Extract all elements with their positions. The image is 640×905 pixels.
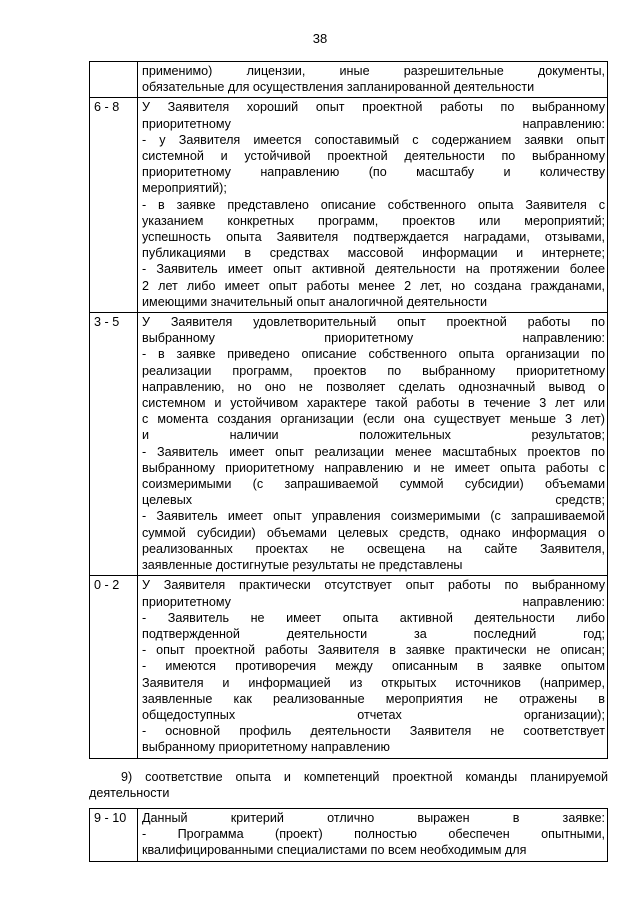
description-line: квалифицированными специалистами по всем необходимым для — [142, 843, 527, 858]
description-line: - Заявитель имеет опыт реализации менее масштабных проектов по — [142, 444, 605, 459]
criteria-description — [138, 576, 608, 758]
score-range: 3 - 5 — [90, 313, 138, 576]
description-line: общедоступных отчетах организации); — [142, 707, 605, 722]
description-line: - в заявке представлено описание собственного опыта Заявителя с — [142, 197, 605, 212]
criteria-description — [138, 62, 608, 98]
description-line: приоритетному направлению (по масштабу и количеству — [142, 165, 605, 180]
description-line: - основной профиль деятельности Заявителя не соответствует — [142, 724, 605, 739]
criteria-row — [90, 313, 608, 576]
description-line: целевых средств; — [142, 493, 605, 508]
description-line: - у Заявителя имеется сопоставимый с содержанием заявки опыт — [142, 132, 605, 147]
score-range: 0 - 2 — [90, 576, 138, 758]
description-line: - в заявке приведено описание собственного опыта организации по — [142, 347, 605, 362]
description-line: - Программа (проект) полностью обеспечен опытными, — [142, 827, 605, 842]
criteria-table — [89, 61, 608, 759]
description-line: реализации программ, проектов по выбранному приоритетному — [142, 363, 605, 378]
paragraph-line: 9) соответствие опыта и компетенций проектной команды планируемой — [121, 770, 608, 784]
description-line: подтвержденной деятельности за последний год; — [142, 626, 605, 641]
description-line: суммой субсидии) объемами целевых средств, однако информация о — [142, 525, 605, 540]
criteria-row — [90, 98, 608, 313]
description-line: направлению, но оно не позволяет сделать однозначный вывод о — [142, 379, 605, 394]
description-line: системном и устойчивом характере такой работы в течение 3 лет или — [142, 396, 605, 411]
description-line: и наличии положительных результатов; — [142, 428, 605, 443]
description-line: - имеются противоречия между описанным в заявке опытом — [142, 659, 605, 674]
description-line: обязательные для осуществления запланированной деятельности — [142, 80, 535, 95]
score-range: 6 - 8 — [90, 98, 138, 313]
description-line: успешность опыта Заявителя подтверждается наградами, отзывами, — [142, 230, 605, 245]
criteria-table-9 — [89, 808, 608, 862]
description-line: заявленные как реализованные мероприятия не отражены в — [142, 691, 605, 706]
criteria-description — [138, 809, 608, 862]
criteria-description — [138, 313, 608, 576]
description-line: применимо) лицензии, иные разрешительные документы, — [142, 64, 605, 78]
description-line: У Заявителя удовлетворительный опыт проектной работы по — [142, 315, 605, 330]
description-line: У Заявителя практически отсутствует опыт работы по выбранному — [142, 578, 605, 593]
description-line: имеющими значительный опыт аналогичной деятельности — [142, 294, 488, 309]
description-line: - опыт проектной работы Заявителя в заявке практически не описан; — [142, 643, 605, 658]
criteria-table-9-body — [90, 809, 608, 862]
description-line: Заявителя и информацией из открытых источников (например, — [142, 675, 605, 690]
description-line: выбранному приоритетному направлению: — [142, 331, 605, 346]
description-line: заявленные достигнутые результаты не представлены — [142, 558, 463, 573]
description-line: указанием конкретных программ, проектов или мероприятий; — [142, 213, 605, 228]
description-line: соизмеримыми (с запрашиваемой суммой субсидии) объемами — [142, 477, 605, 492]
description-line: мероприятий); — [142, 181, 227, 196]
description-line: У Заявителя хороший опыт проектной работы по выбранному — [142, 100, 605, 115]
criteria-row — [90, 62, 608, 98]
criteria-table-body — [90, 62, 608, 759]
description-line: - Заявитель не имеет опыта активной деятельности либо — [142, 610, 605, 625]
description-line: приоритетному направлению: — [142, 116, 605, 131]
paragraph-line: деятельности — [89, 786, 170, 801]
description-line: 2 лет либо имеет опыт работы менее 2 лет, но создана гражданами, — [142, 278, 605, 293]
page-number: 38 — [312, 31, 328, 46]
criterion-9-heading — [89, 769, 608, 802]
criteria-row — [90, 576, 608, 758]
description-line: выбранному приоритетному направлению и не имеет опыта работы с — [142, 460, 605, 475]
criteria-row — [90, 809, 608, 862]
description-line: Данный критерий отлично выражен в заявке: — [142, 811, 605, 825]
criteria-description — [138, 98, 608, 313]
description-line: с момента создания организации (если она существует меньше 3 лет) — [142, 412, 605, 427]
description-line: - Заявитель имеет опыт активной деятельности на протяжении более — [142, 262, 605, 277]
description-line: системной и устойчивой проектной деятельности по выбранному — [142, 149, 605, 164]
description-line: выбранному приоритетному направлению — [142, 740, 390, 755]
description-line: реализованных проектах не освещена на сайте Заявителя, — [142, 541, 605, 556]
score-range — [90, 62, 138, 98]
description-line: публикациями в средствах массовой информации и интернете; — [142, 246, 605, 261]
description-line: - Заявитель имеет опыт управления соизмеримыми (с запрашиваемой — [142, 509, 605, 524]
description-line: приоритетному направлению: — [142, 594, 605, 609]
score-range: 9 - 10 — [90, 809, 138, 862]
